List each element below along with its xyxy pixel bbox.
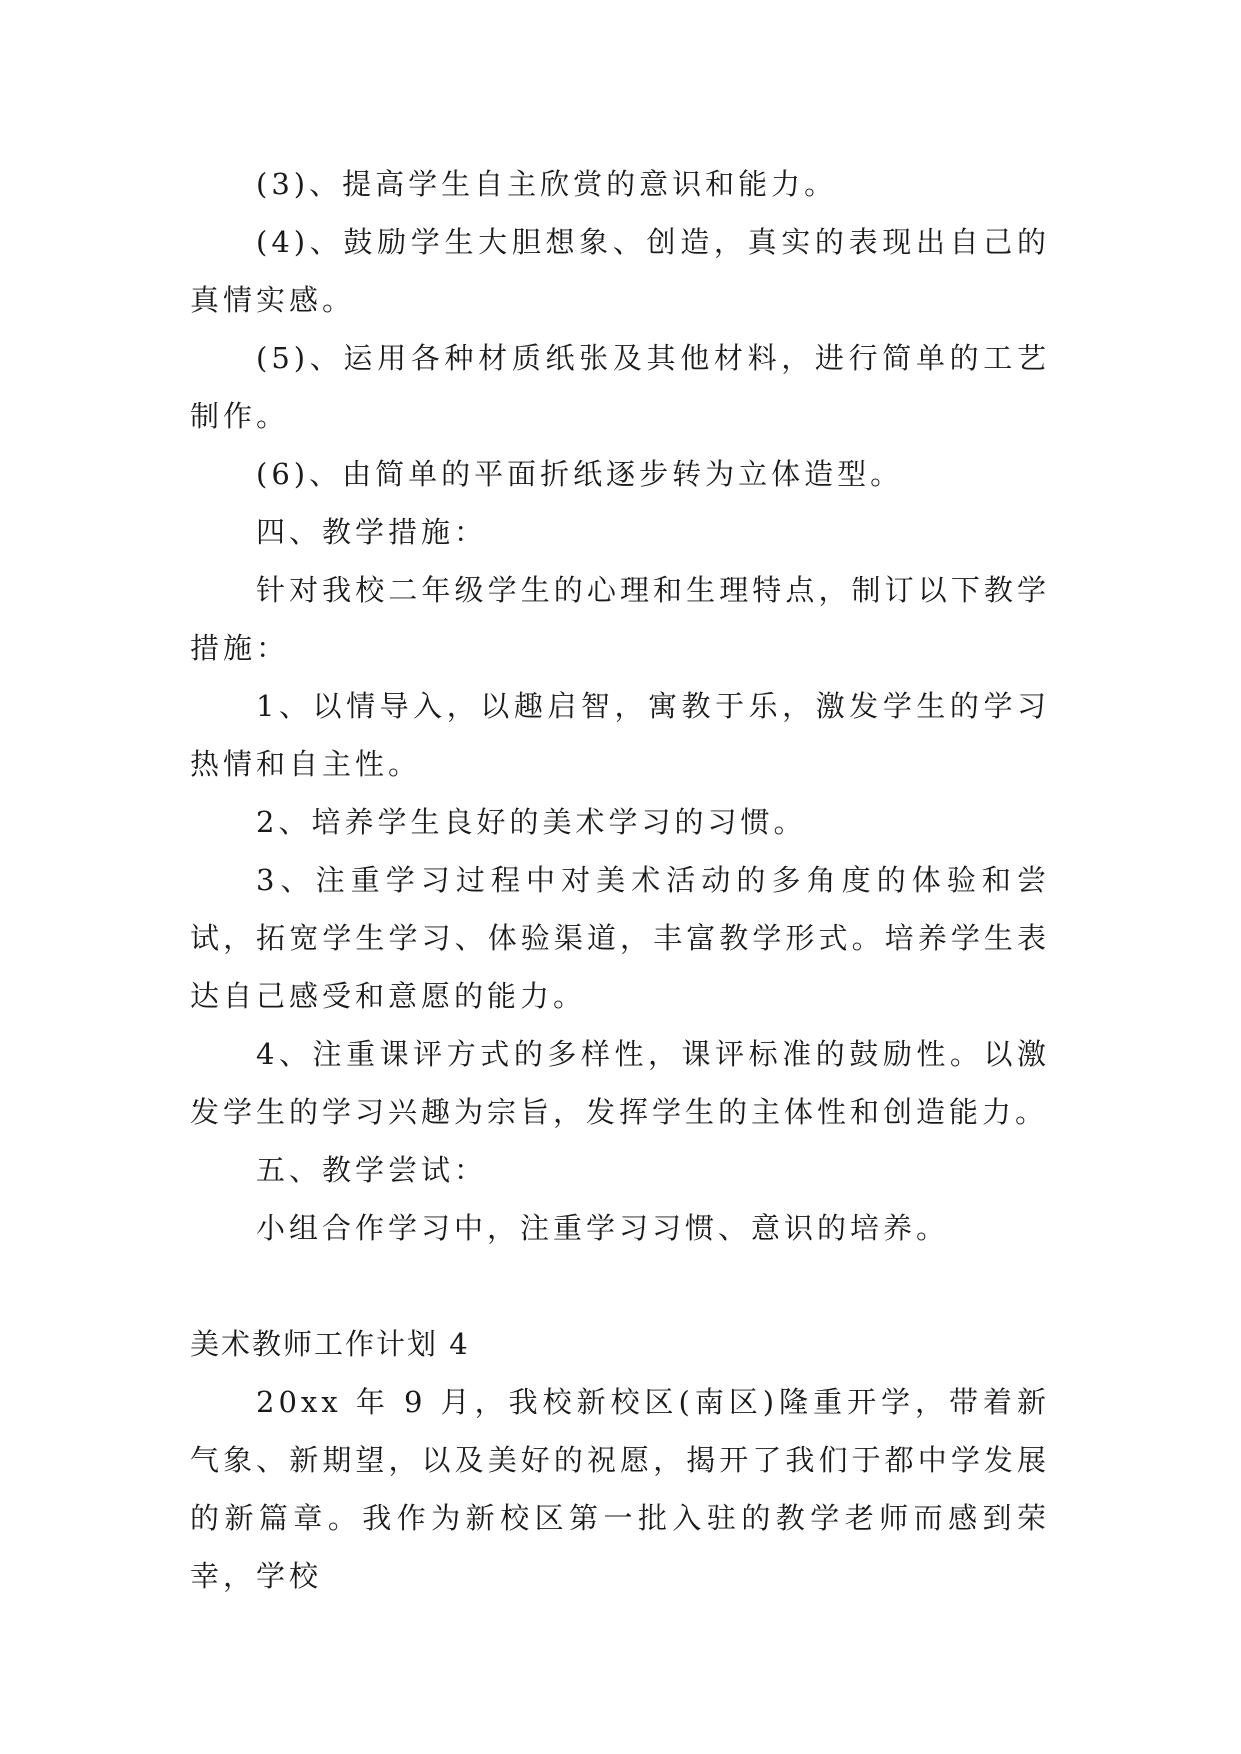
paragraph-item-3: (3)、提高学生自主欣赏的意识和能力。 xyxy=(256,167,838,201)
paragraph-item-5: (5)、运用各种材质纸张及其他材料，进行简单的工艺制作。 xyxy=(190,341,1050,433)
document-body xyxy=(190,155,1050,1605)
paragraph-measure-3: 3、注重学习过程中对美术活动的多角度的体验和尝试，拓宽学生学习、体验渠道，丰富教学形式。培养学生表达自己感受和意愿的能力。 xyxy=(190,863,1050,1013)
paragraph-measure-1: 1、以情导入，以趣启智，寓教于乐，激发学生的学习热情和自主性。 xyxy=(190,689,1050,781)
paragraph-measure-4: 4、注重课评方式的多样性，课评标准的鼓励性。以激发学生的学习兴趣为宗旨，发挥学生的主体性和创造能力。 xyxy=(190,1037,1050,1129)
paragraph-plan4-intro: 20xx 年 9 月，我校新校区(南区)隆重开学，带着新气象、新期望，以及美好的祝愿，揭开了我们于都中学发展的新篇章。我作为新校区第一批入驻的教学老师而感到荣幸，学校 xyxy=(190,1385,1050,1593)
section-heading-attempts: 五、教学尝试： xyxy=(256,1153,488,1187)
paragraph-item-6: (6)、由简单的平面折纸逐步转为立体造型。 xyxy=(256,457,904,491)
section-gap xyxy=(190,1257,1050,1315)
paragraph-measures-intro: 针对我校二年级学生的心理和生理特点，制订以下教学措施： xyxy=(190,573,1050,665)
section-title: 美术教师工作计划 4 xyxy=(190,1327,470,1361)
paragraph-measure-2: 2、培养学生良好的美术学习的习惯。 xyxy=(256,805,807,839)
paragraph-item-4: (4)、鼓励学生大胆想象、创造，真实的表现出自己的真情实感。 xyxy=(190,225,1050,317)
paragraph-attempts: 小组合作学习中，注重学习习惯、意识的培养。 xyxy=(256,1211,950,1245)
section-heading-measures: 四、教学措施： xyxy=(256,515,488,549)
